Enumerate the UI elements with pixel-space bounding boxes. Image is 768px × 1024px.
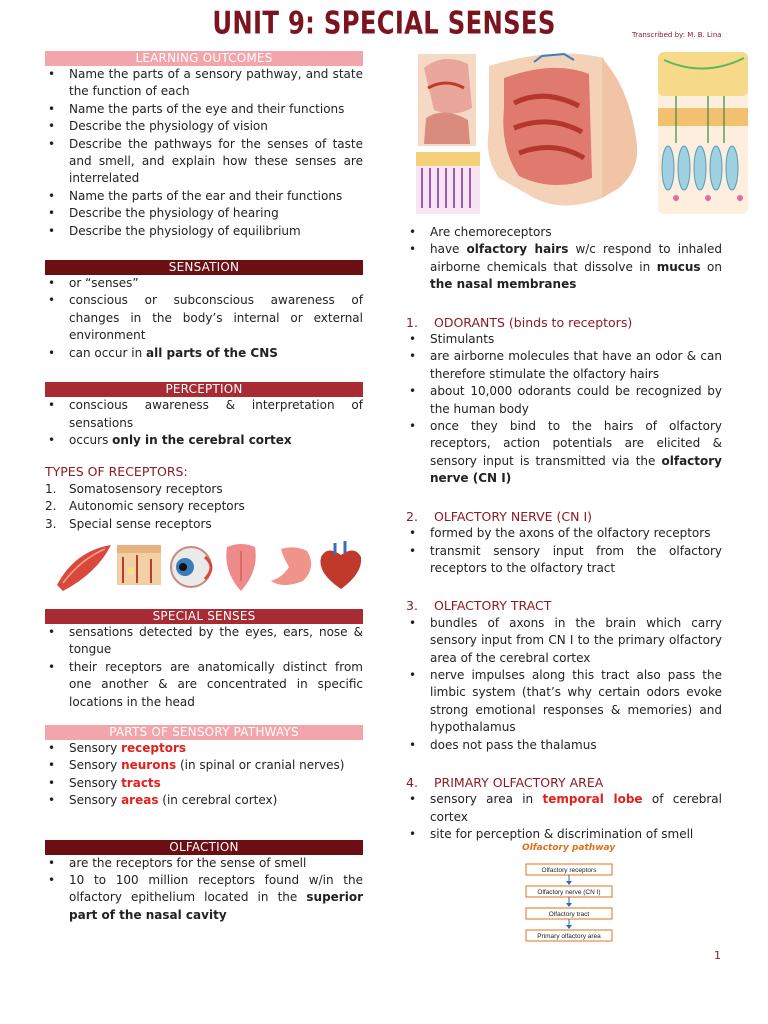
list-item: • Name the parts of the eye and their functions (45, 101, 363, 118)
list-item: 2. Autonomic sensory receptors (45, 499, 245, 514)
right-column (406, 224, 722, 844)
stomach-icon (271, 547, 311, 585)
list-item: • sensations detected by the eyes, ears, nose & tongue (45, 624, 363, 659)
page-title: UNIT 9: SPECIAL SENSES (212, 5, 556, 42)
list-item: • sensory area in temporal lobe of cerebral cortex (406, 791, 722, 826)
perception-header: PERCEPTION (45, 382, 363, 397)
list-item: • Sensory receptors (45, 740, 363, 757)
nose-cross-section-diagram (488, 54, 637, 206)
list-item: • Are chemoreceptors (406, 224, 722, 241)
list-item: • does not pass the thalamus (406, 737, 722, 754)
heart-icon (320, 541, 361, 589)
olfactory-intro-list (406, 224, 722, 294)
receptor-icons-row (45, 537, 363, 595)
types-of-receptors-heading: TYPES OF RECEPTORS: (45, 464, 188, 480)
olfactory-nerve-heading: 2. OLFACTORY NERVE (CN I) (406, 508, 593, 524)
list-item: • Sensory neurons (in spinal or cranial nerves) (45, 757, 363, 774)
list-item: • transmit sensory input from the olfactory receptors to the olfactory tract (406, 543, 722, 578)
list-item: • Describe the physiology of vision (45, 118, 363, 135)
primary-olfactory-area-heading: 4. PRIMARY OLFACTORY AREA (406, 774, 604, 790)
list-item: • once they bind to the hairs of olfactory receptors, action potentials are elicited & sensory input is transmitted via the olfactory nerve (CN I) (406, 418, 722, 488)
list-item: • conscious or subconscious awareness of changes in the body’s internal or external environment (45, 292, 363, 344)
flowchart-step: Primary olfactory area (537, 933, 601, 940)
olfactory-pathway-flowchart (520, 840, 620, 950)
olfaction-list (45, 855, 363, 925)
olfactory-receptor-cells-diagram (658, 52, 748, 214)
list-item: • Describe the pathways for the senses of taste and smell, and explain how these senses are interrelated (45, 136, 363, 188)
odorants-list (406, 331, 722, 488)
olfactory-nerve-list (406, 525, 722, 577)
sensory-pathways-list (45, 740, 363, 810)
list-item: • Sensory tracts (45, 775, 363, 792)
list-item: • Describe the physiology of hearing (45, 205, 363, 222)
special-senses-header: SPECIAL SENSES (45, 609, 363, 624)
olfactory-epithelium-diagram (416, 152, 480, 214)
list-item: • conscious awareness & interpretation of sensations (45, 397, 363, 432)
flowchart-step: Olfactory tract (548, 911, 590, 918)
list-item: • Sensory areas (in cerebral cortex) (45, 792, 363, 809)
skin-icon (117, 545, 161, 585)
list-item: • about 10,000 odorants could be recognized by the human body (406, 383, 722, 418)
transcriber-credit: Transcribed by: M. B. Lina (632, 31, 722, 39)
olfaction-header: OLFACTION (45, 840, 363, 855)
list-item: • are airborne molecules that have an odor & can therefore stimulate the olfactory hairs (406, 348, 722, 383)
list-item: 1. Somatosensory receptors (45, 481, 223, 496)
list-item: • can occur in all parts of the CNS (45, 345, 363, 362)
list-item: • are the receptors for the sense of smell (45, 855, 363, 872)
learning-outcomes-header: LEARNING OUTCOMES (45, 51, 363, 66)
list-item: • Stimulants (406, 331, 722, 348)
muscle-icon (57, 545, 111, 591)
flowchart-step: Olfactory nerve (CN I) (537, 889, 601, 896)
nasal-cavity-small-diagram (418, 54, 476, 146)
olfactory-tract-heading: 3. OLFACTORY TRACT (406, 598, 552, 614)
list-item: • occurs only in the cerebral cortex (45, 432, 363, 449)
list-item: • nerve impulses along this tract also pass the limbic system (that’s why certain odors evoke strong emotional responses & memories) and hypothalamus (406, 667, 722, 737)
sensation-list (45, 275, 363, 362)
list-item: • bundles of axons in the brain which carry sensory input from CN I to the primary olfactory area of the cerebral cortex (406, 615, 722, 667)
olfactory-tract-list (406, 615, 722, 754)
primary-olfactory-area-list (406, 791, 722, 843)
list-item: 3. Special sense receptors (45, 516, 212, 531)
flowchart-title: Olfactory pathway (522, 843, 616, 853)
list-item: • Name the parts of a sensory pathway, and state the function of each (45, 66, 363, 101)
special-senses-list (45, 624, 363, 711)
list-item: • 10 to 100 million receptors found w/in the olfactory epithelium located in the superior part of the nasal cavity (45, 872, 363, 924)
eye-icon (171, 547, 211, 587)
list-item: • have olfactory hairs w/c respond to inhaled airborne chemicals that dissolve in mucus on the nasal membranes (406, 241, 722, 293)
learning-outcomes-list (45, 66, 363, 240)
perception-list (45, 397, 363, 449)
list-item: • their receptors are anatomically distinct from one another & are concentrated in specific locations in the head (45, 659, 363, 711)
list-item: • site for perception & discrimination of smell (406, 826, 722, 843)
list-item: • formed by the axons of the olfactory receptors (406, 525, 722, 542)
list-item: • Describe the physiology of equilibrium (45, 223, 363, 240)
odorants-heading: 1. ODORANTS (binds to receptors) (406, 314, 633, 330)
types-of-receptors-list (45, 481, 363, 533)
list-item: • Name the parts of the ear and their functions (45, 188, 363, 205)
tongue-icon (226, 544, 255, 591)
flowchart-step: Olfactory receptors (541, 867, 597, 874)
sensory-pathways-header: PARTS OF SENSORY PATHWAYS (45, 725, 363, 740)
list-item: • or “senses” (45, 275, 363, 292)
nasal-anatomy-illustration (414, 48, 750, 218)
page-number: 1 (714, 949, 721, 962)
sensation-header: SENSATION (45, 260, 363, 275)
left-column (45, 51, 363, 924)
